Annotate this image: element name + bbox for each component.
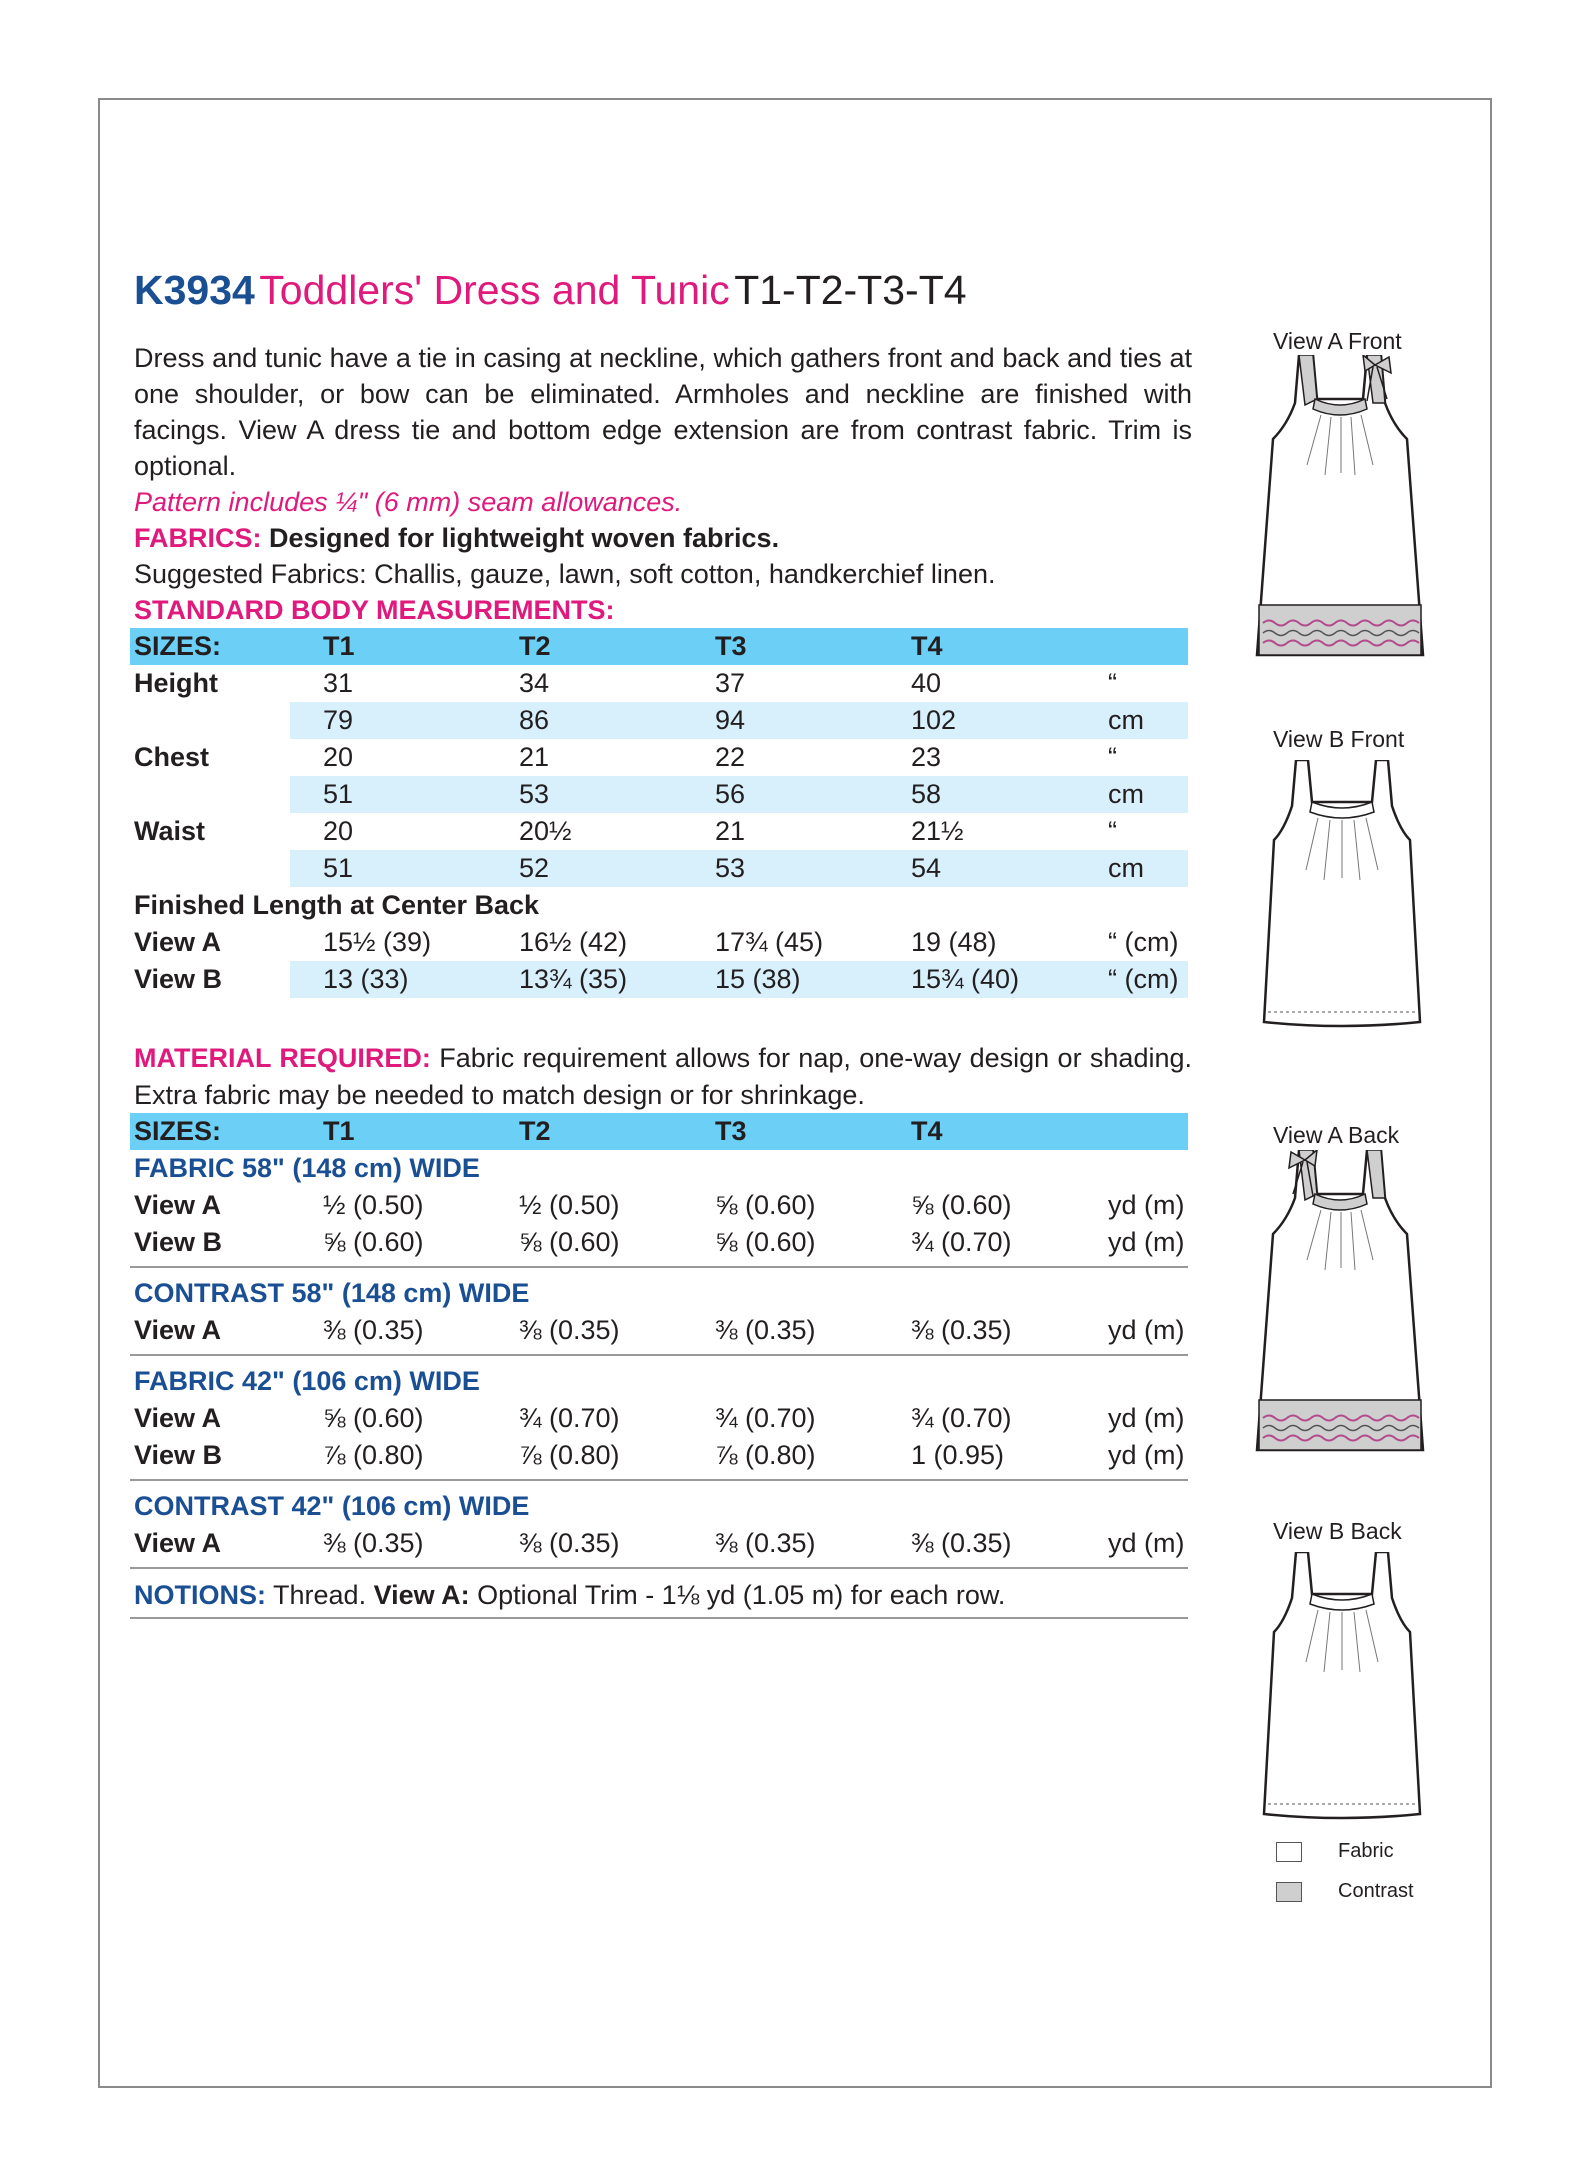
description-block — [134, 340, 1192, 628]
measurement-row — [130, 850, 1188, 887]
value-cell: 20 — [323, 816, 354, 846]
yardage-row — [130, 1187, 1188, 1224]
value-cell: 21½ — [911, 816, 964, 846]
row-label: View A — [134, 1528, 222, 1558]
row-label: Waist — [134, 816, 206, 846]
unit-cell: “ — [1108, 816, 1117, 846]
view-b-front-label: View B Front — [1273, 726, 1405, 752]
notions-label: NOTIONS: — [134, 1580, 266, 1610]
value-cell: 13¾ (35) — [519, 964, 628, 994]
yardage-cell: ⅜ (0.35) — [519, 1528, 620, 1558]
fabric-group-heading-row — [130, 1488, 1188, 1525]
seam-allowance-note: Pattern includes ¼" (6 mm) seam allowances. — [134, 487, 683, 517]
notions-text: Thread. — [273, 1580, 367, 1610]
value-cell: 53 — [715, 853, 746, 883]
unit-cell: cm — [1108, 853, 1144, 883]
view-a-front-illustration — [1255, 355, 1425, 675]
unit-cell: “ (cm) — [1108, 964, 1179, 994]
yardage-cell: ⅞ (0.80) — [519, 1440, 620, 1470]
page-title — [134, 267, 967, 313]
header-cell: T4 — [911, 1116, 943, 1146]
yardage-cell: ¾ (0.70) — [911, 1227, 1012, 1257]
finished-length-row — [130, 924, 1188, 961]
measurements-header-row — [130, 628, 1188, 665]
header-cell: SIZES: — [134, 631, 222, 661]
fabric-group-rule — [130, 1266, 1188, 1268]
header-cell: T3 — [715, 631, 747, 661]
yardage-cell: ⅜ (0.35) — [519, 1315, 620, 1345]
row-label: View B — [134, 1440, 223, 1470]
measurement-row — [130, 739, 1188, 776]
yardage-cell: ¾ (0.70) — [911, 1403, 1012, 1433]
value-cell: 51 — [323, 779, 354, 809]
yardage-row — [130, 1400, 1188, 1437]
yardage-cell: ⅝ (0.60) — [323, 1227, 424, 1257]
yardage-row — [130, 1312, 1188, 1349]
material-header-row — [130, 1113, 1188, 1150]
fabric-group-heading: CONTRAST 42" (106 cm) WIDE — [134, 1491, 530, 1521]
value-cell: 20½ — [519, 816, 572, 846]
unit-cell: yd (m) — [1108, 1528, 1185, 1558]
yardage-cell: ⅝ (0.60) — [715, 1190, 816, 1220]
yardage-cell: ¾ (0.70) — [519, 1403, 620, 1433]
value-cell: 40 — [911, 668, 942, 698]
yardage-cell: ½ (0.50) — [519, 1190, 620, 1220]
yardage-cell: 1 (0.95) — [911, 1440, 1005, 1470]
view-b-front-illustration — [1262, 760, 1422, 1032]
yardage-cell: ⅜ (0.35) — [715, 1315, 816, 1345]
yardage-cell: ⅜ (0.35) — [323, 1315, 424, 1345]
value-cell: 54 — [911, 853, 942, 883]
value-cell: 79 — [323, 705, 354, 735]
material-label: MATERIAL REQUIRED: — [134, 1043, 431, 1073]
unit-cell: yd (m) — [1108, 1315, 1185, 1345]
yardage-cell: ⅜ (0.35) — [911, 1528, 1012, 1558]
fabric-group-heading: FABRIC 42" (106 cm) WIDE — [134, 1366, 480, 1396]
value-cell: 53 — [519, 779, 550, 809]
fabric-group-rule — [130, 1567, 1188, 1569]
yardage-cell: ⅜ (0.35) — [323, 1528, 424, 1558]
fabrics-label: FABRICS: — [134, 523, 262, 553]
fabric-group-rule — [130, 1479, 1188, 1481]
view-a-back-label: View A Back — [1273, 1122, 1400, 1148]
header-cell: T1 — [323, 1116, 355, 1146]
yardage-cell: ¾ (0.70) — [715, 1403, 816, 1433]
finished-length-heading-row — [130, 887, 1188, 924]
value-cell: 52 — [519, 853, 550, 883]
notions-view-label: View A: — [373, 1580, 470, 1610]
yardage-cell: ½ (0.50) — [323, 1190, 424, 1220]
value-cell: 15½ (39) — [323, 927, 432, 957]
value-cell: 94 — [715, 705, 746, 735]
value-cell: 15¾ (40) — [911, 964, 1020, 994]
value-cell: 102 — [911, 705, 957, 735]
notions-rule — [130, 1617, 1188, 1619]
unit-cell: “ — [1108, 668, 1117, 698]
legend-contrast-swatch — [1276, 1882, 1302, 1902]
row-label: View B — [134, 1227, 223, 1257]
view-b-back-illustration — [1262, 1552, 1422, 1824]
yardage-cell: ⅝ (0.60) — [715, 1227, 816, 1257]
unit-cell: “ (cm) — [1108, 927, 1179, 957]
header-cell: T2 — [519, 1116, 551, 1146]
pattern-sizes: T1-T2-T3-T4 — [734, 267, 967, 313]
fabric-group-heading: FABRIC 58" (148 cm) WIDE — [134, 1153, 480, 1183]
legend-fabric-swatch — [1276, 1842, 1302, 1862]
legend-contrast-label: Contrast — [1338, 1880, 1414, 1902]
header-cell: T3 — [715, 1116, 747, 1146]
fabric-group-heading-row — [130, 1363, 1188, 1400]
value-cell: 22 — [715, 742, 746, 772]
material-required-text — [134, 1040, 1192, 1114]
suggested-fabrics: Suggested Fabrics: Challis, gauze, lawn, soft cotton, handkerchief linen. — [134, 559, 996, 589]
notions-line — [134, 1580, 1005, 1611]
view-b-back-label: View B Back — [1273, 1518, 1402, 1544]
value-cell: 86 — [519, 705, 550, 735]
view-a-back-illustration — [1255, 1150, 1425, 1470]
header-cell: T1 — [323, 631, 355, 661]
value-cell: 20 — [323, 742, 354, 772]
row-label: Chest — [134, 742, 210, 772]
description-text: Dress and tunic have a tie in casing at neckline, which gathers front and back and ties at one shoulder, or bow can be eliminated. Armholes and neckline are finished with facings. View A dress tie and bottom edge extension are from contrast fabric. Trim is optional. — [134, 343, 1192, 481]
yardage-row — [130, 1224, 1188, 1261]
unit-cell: “ — [1108, 742, 1117, 772]
measurement-row — [130, 702, 1188, 739]
fabric-group-heading-row — [130, 1275, 1188, 1312]
header-cell: T4 — [911, 631, 943, 661]
material-description: Fabric requirement allows for nap, one-way design or shading. Extra fabric may be needed to match design or for shrinkage. — [134, 1043, 1192, 1110]
legend-fabric-label: Fabric — [1338, 1840, 1394, 1862]
row-label: View A — [134, 1403, 222, 1433]
value-cell: 19 (48) — [911, 927, 997, 957]
value-cell: 58 — [911, 779, 942, 809]
row-label: View A — [134, 1190, 222, 1220]
value-cell: 17¾ (45) — [715, 927, 824, 957]
fabrics-text: Designed for lightweight woven fabrics. — [269, 523, 780, 553]
unit-cell: yd (m) — [1108, 1440, 1185, 1470]
unit-cell: cm — [1108, 779, 1144, 809]
yardage-cell: ⅜ (0.35) — [911, 1315, 1012, 1345]
unit-cell: yd (m) — [1108, 1190, 1185, 1220]
yardage-cell: ⅝ (0.60) — [519, 1227, 620, 1257]
row-label: View B — [134, 964, 223, 994]
view-a-front-label: View A Front — [1273, 328, 1402, 354]
row-label: Height — [134, 668, 218, 698]
yardage-cell: ⅝ (0.60) — [323, 1403, 424, 1433]
notions-trim-text: Optional Trim - 1⅛ yd (1.05 m) for each row. — [477, 1580, 1006, 1610]
value-cell: 31 — [323, 668, 354, 698]
header-cell: SIZES: — [134, 1116, 222, 1146]
value-cell: 16½ (42) — [519, 927, 628, 957]
unit-cell: cm — [1108, 705, 1144, 735]
pattern-code: K3934 — [134, 267, 255, 313]
yardage-cell: ⅝ (0.60) — [911, 1190, 1012, 1220]
yardage-row — [130, 1437, 1188, 1474]
unit-cell: yd (m) — [1108, 1227, 1185, 1257]
value-cell: 51 — [323, 853, 354, 883]
measurement-row — [130, 665, 1188, 702]
measurement-row — [130, 813, 1188, 850]
finished-length-heading: Finished Length at Center Back — [134, 890, 540, 920]
measurements-heading: STANDARD BODY MEASUREMENTS: — [134, 595, 615, 625]
value-cell: 21 — [519, 742, 550, 772]
measurement-row — [130, 776, 1188, 813]
yardage-cell: ⅞ (0.80) — [323, 1440, 424, 1470]
value-cell: 37 — [715, 668, 746, 698]
fabric-group-heading: CONTRAST 58" (148 cm) WIDE — [134, 1278, 530, 1308]
unit-cell: yd (m) — [1108, 1403, 1185, 1433]
value-cell: 13 (33) — [323, 964, 409, 994]
value-cell: 23 — [911, 742, 942, 772]
finished-length-row — [130, 961, 1188, 998]
value-cell: 21 — [715, 816, 746, 846]
pattern-name: Toddlers' Dress and Tunic — [259, 267, 730, 313]
header-cell: T2 — [519, 631, 551, 661]
fabrics-line — [134, 520, 1192, 556]
fabric-group-heading-row — [130, 1150, 1188, 1187]
yardage-cell: ⅜ (0.35) — [715, 1528, 816, 1558]
value-cell: 34 — [519, 668, 550, 698]
row-label: View A — [134, 927, 222, 957]
row-label: View A — [134, 1315, 222, 1345]
fabric-group-rule — [130, 1354, 1188, 1356]
yardage-cell: ⅞ (0.80) — [715, 1440, 816, 1470]
value-cell: 56 — [715, 779, 746, 809]
value-cell: 15 (38) — [715, 964, 801, 994]
yardage-row — [130, 1525, 1188, 1562]
